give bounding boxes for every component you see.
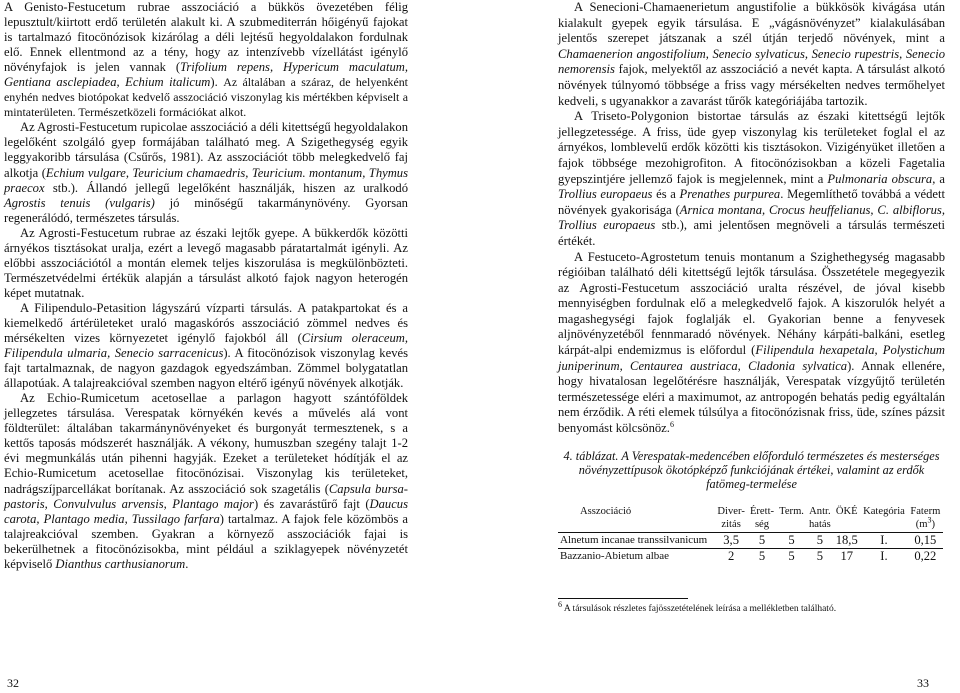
italic-text: Daucus carota, Plantago media, Tussilago farfara bbox=[4, 496, 408, 526]
page-number-left: 32 bbox=[7, 676, 19, 690]
header-label-line2: zitás bbox=[721, 518, 741, 530]
footnote-rule bbox=[558, 598, 688, 599]
header-label: ÖKÉ bbox=[835, 505, 858, 517]
italic-text: Trifolium repens, Hypericum maculatum, Gentiana asclepiadea, Echium italicum bbox=[4, 60, 408, 90]
table-header-cell bbox=[908, 504, 943, 533]
italic-text: Arnica montana, Crocus heuffelianus, C. albiflorus, Trollius europaeus bbox=[558, 202, 945, 233]
table-value-cell: 5 bbox=[807, 532, 834, 548]
header-superscript: 3 bbox=[927, 515, 932, 525]
text-run: ). bbox=[210, 75, 224, 90]
table-value-cell: 17 bbox=[840, 548, 854, 563]
table-caption: 4. táblázat. A Verespatak-medencében előforduló természetes és mesterséges növényzettípusok ökotópképző funkciójának értékei, valamint az erdők fatömeg-termelése bbox=[563, 448, 940, 492]
table-value-cell: 5 bbox=[777, 532, 807, 548]
table-header-cell bbox=[860, 504, 907, 533]
header-label: Érett- bbox=[749, 505, 775, 517]
page-number-right: 33 bbox=[917, 676, 929, 690]
table-header-cell bbox=[777, 504, 807, 533]
italic-text: Agrostis tenuis (vulgaris) bbox=[4, 195, 155, 210]
text-run: ) és zavarástűrő fajt ( bbox=[253, 496, 370, 511]
table-header-cell bbox=[833, 504, 860, 533]
italic-text: Pulmonaria obscura bbox=[827, 171, 933, 186]
paragraph bbox=[558, 0, 945, 109]
paragraph bbox=[4, 0, 408, 120]
paragraph bbox=[4, 391, 408, 572]
header-unit-close: ) bbox=[931, 518, 935, 530]
table-value-cell: I. bbox=[880, 548, 888, 563]
header-label: Asszociáció bbox=[580, 505, 632, 517]
text-run: ). A fitocönózisok viszonylag kevés fajt tartalmaznak, de nagyon gazdagok egyedszámban. Zömmel bolygatatlan állapotúak. A talajreakcióval szemben nagyon eltérő igényű növények alkotják. bbox=[4, 346, 408, 391]
italic-text: Capsula bursa-pastoris, Convulvulus arvensis, Plantago major bbox=[4, 481, 408, 511]
header-label-line2: (m bbox=[915, 518, 928, 530]
footnote-marker: 6 bbox=[558, 599, 562, 609]
text-run: A Festuceto-Agrostetum tenuis montanum a Szighethegység magasabb régióiban található déli kitettségű lejtők társulása. Összetétele megegyezik az Agrosti-Festucetum asszociáció uralta részével, de jóval kisebb mennyiségben fordulnak elő a melegkedvelő fajok. A kiszorulók helyét a magashegységi fajok foglalják el. Gyakorian benne a fenyvesek aljnövényzetéből fennmaradó növények. Néhány kárpáti-balkáni, esetleg kárpát-alpi endemizmus is előfordul ( bbox=[558, 249, 945, 358]
header-label: Diver- bbox=[717, 505, 745, 517]
table-value-cell: 2 bbox=[727, 548, 735, 563]
text-run: Az Agrosti-Festucetum rubrae az északi lejtők gyepe. A bükkerdők közötti árnyékos tisztásokat uralja, ezért a levegő magasabb páratartalmát igényli. Az előbbi asszociációtól a montán elemek teljes kiszorulása is megkülönbözteti. Természetvédelmi értékük alapján a társulást alkotó fajok nagyon heterogén képet mutatnak. bbox=[4, 225, 408, 300]
text-run: A Filipendulo-Petasition lágyszárú vízparti társulás. A patakpartokat és a kiemelkedő ártérületeket uraló magaskórós asszociáció zömmel nedves és mérsékelten vizes környezetet igénylő fajokból áll ( bbox=[4, 300, 408, 346]
header-label: Antr. bbox=[809, 505, 831, 517]
text-run: A Genisto-Festucetum rubrae asszociáció a bükkös övezetében félig lepusztult/kiirtott erdő területén alakult ki. A szubmediterrán hőigényű fajokat is tartalmazó fitocönózisok kizárólag a déli lejtésű hegyoldalakon fordulnak elő. Ennek ellentmond az a tény, hogy az intenzívebb vízellátást igénylő növényfajok is jelen vannak ( bbox=[4, 0, 408, 75]
italic-text: Prenathes purpurea bbox=[679, 187, 781, 202]
text-run: . Megemlíthető továbbá a védett növények gyakorisága ( bbox=[558, 187, 945, 217]
table-header-cell bbox=[807, 504, 834, 533]
table-header-cell bbox=[747, 504, 776, 533]
association-name-cell: Bazzanio-Abietum albae bbox=[560, 549, 670, 562]
text-run: A Senecioni-Chamaenerietum angustifolie a bükkösök kivágása után kialakult gyepek egyik társulása. E „vágásnövényzet” kialakulásában jelentős szerepet játszanak a szél útján terjedő növények, mint a bbox=[558, 0, 945, 46]
text-run: Az Echio-Rumicetum acetosellae a parlagon hagyott szántóföldek jellegzetes társulása. Verespatak környékén kevés a művelés alá vont földterület: általában takarmánynövényeket és burgonyát termesztenek, s a kettős taposás módszerét használják. A vékony, humuszban szegény talajt 1-2 évi megmunkálás után pihenni hagyják. Ezeket a területeket hódítják el az Echio-Rumicetum acetosellae fitocönózisai. Viszonylag kis területeket, nadrágszíjparcellákat borítanak. Az asszociáció sok szagetális ( bbox=[4, 391, 408, 496]
footnote-reference: 6 bbox=[669, 419, 674, 429]
italic-text: Filipendula hexapetala, Polystichum juniperinum, Centaurea austriaca, Cladonia sylvatica bbox=[558, 343, 946, 373]
table-row bbox=[558, 532, 943, 548]
text-run: jó minőségű takarmánynövény. Gyorsan regenerálódó, természetes társulás. bbox=[4, 195, 408, 225]
vegetation-table bbox=[558, 504, 943, 564]
footnote bbox=[558, 599, 945, 618]
italic-text: Cirsium oleraceum, Filipendula ulmaria, Senecio sarracenicus bbox=[4, 331, 408, 361]
text-run: . bbox=[185, 556, 189, 571]
italic-text: Trollius europaeus bbox=[558, 187, 653, 202]
table-value-cell: 5 bbox=[747, 532, 776, 548]
text-run: stb.), ami jelentősen megnöveli a társulás természeti értékét. bbox=[558, 218, 945, 248]
table-row bbox=[558, 548, 943, 564]
left-page bbox=[0, 0, 476, 693]
table-value-cell: 5 bbox=[788, 548, 795, 563]
header-label-line2: ség bbox=[754, 518, 770, 530]
paragraph bbox=[558, 109, 945, 249]
italic-text: Dianthus carthusianorum bbox=[55, 556, 186, 571]
table-value-cell: 5 bbox=[758, 548, 766, 563]
table-value-cell: 0,15 bbox=[908, 532, 943, 548]
text-run: ) tartalmaz. A fajok fele közömbös a talajreakcióval szemben. Gyakran a környező asszociációk fajai is bekerülhetnek a fitocönózisokba, mint például a sziklagyepek növényzetét képviselő bbox=[4, 511, 408, 571]
italic-text: Chamaenerion angostifolium, Senecio sylvaticus, Senecio rupestris, Senecio nemorensis bbox=[558, 46, 945, 77]
header-label-line2: hatás bbox=[808, 518, 831, 530]
association-name-cell: Alnetum incanae transsilvanicum bbox=[558, 532, 715, 548]
table-header-row bbox=[558, 504, 943, 533]
right-page-paragraphs bbox=[558, 0, 945, 437]
right-page-text-column bbox=[558, 0, 945, 617]
header-label: Term. bbox=[779, 505, 804, 517]
text-run: és a bbox=[652, 187, 680, 202]
table-body bbox=[558, 532, 943, 564]
table-value-cell: 5 bbox=[816, 548, 824, 563]
text-run: , a bbox=[932, 171, 945, 186]
header-label: Faterm bbox=[910, 505, 941, 517]
text-run: fajok, melyektől az asszociáció a nevét kapta. A társulást alkotó növények túlnyomó többsége a friss vagy mérsékelten nedves termőhelyet kedveli, s ugyanakkor a zavarást tűrők kategóriájába tartozik. bbox=[558, 62, 945, 108]
table-value-cell: 18,5 bbox=[833, 532, 860, 548]
paragraph bbox=[4, 226, 408, 301]
paragraph bbox=[558, 250, 945, 437]
left-page-text-column bbox=[4, 0, 408, 572]
italic-text: Echium vulgare, Teuricium chamaedris, Teuricium. montanum, Thymus praecox bbox=[4, 165, 408, 195]
table-value-cell: 3,5 bbox=[715, 532, 748, 548]
paragraph bbox=[4, 120, 408, 225]
paragraph bbox=[4, 301, 408, 391]
header-label: Kategória bbox=[863, 505, 905, 517]
text-run: stb.). Állandó jellegű legelőként használják, hiszen az uralkodó bbox=[44, 180, 408, 195]
table-header-cell bbox=[558, 504, 715, 533]
text-run: ). Annak ellenére, hogy hivatalosan legelőtérésre használják, Verespatak vízgyűjtő területén természetessége eléri a maximumot, az antropogén behatás pedig egyáltalán nem érződik. A réti elemek túlsúlya a fitocönózisnak friss, üde, színes pázsit benyomást kölcsönöz. bbox=[558, 358, 945, 436]
table-header-cell bbox=[715, 504, 748, 533]
table-value-cell: 0,22 bbox=[914, 548, 937, 563]
table-value-cell: I. bbox=[860, 532, 907, 548]
text-run: A Triseto-Polygonion bistortae társulás az északi kitettségű lejtők jellegzetessége. A friss, üde gyep viszonylag kis területeket foglal el az árnyékos, lomblevelű erdők közötti kis tisztásokon. Vizigényüket illetően a fajok többsége mezohigrofiton. A fitocönózisokban a közeli Fagetalia gyepszintjére jellemző fajok is megjelennek, mint a bbox=[558, 109, 945, 186]
right-page bbox=[480, 0, 960, 693]
text-run: Az Agrosti-Festucetum rupicolae asszociáció a déli kitettségű hegyoldalakon legelőként szolgáló gyep formájában található meg. A Szigethegység egyik leggyakoribb társulása (Csűrős, 1981). Az asszociációt több melegkedvelő faj alkotja ( bbox=[4, 120, 408, 180]
text-run: Az általában a száraz, de helyenként enyhén nedves biotópokat kedvelő asszociáció viszonylag kis mértékben képviselt a mintaterületen. Természetközeli formációkat alkot. bbox=[4, 75, 408, 120]
footnote-text: A társulások részletes fajösszetételének leírása a mellékletben található. bbox=[562, 603, 837, 614]
